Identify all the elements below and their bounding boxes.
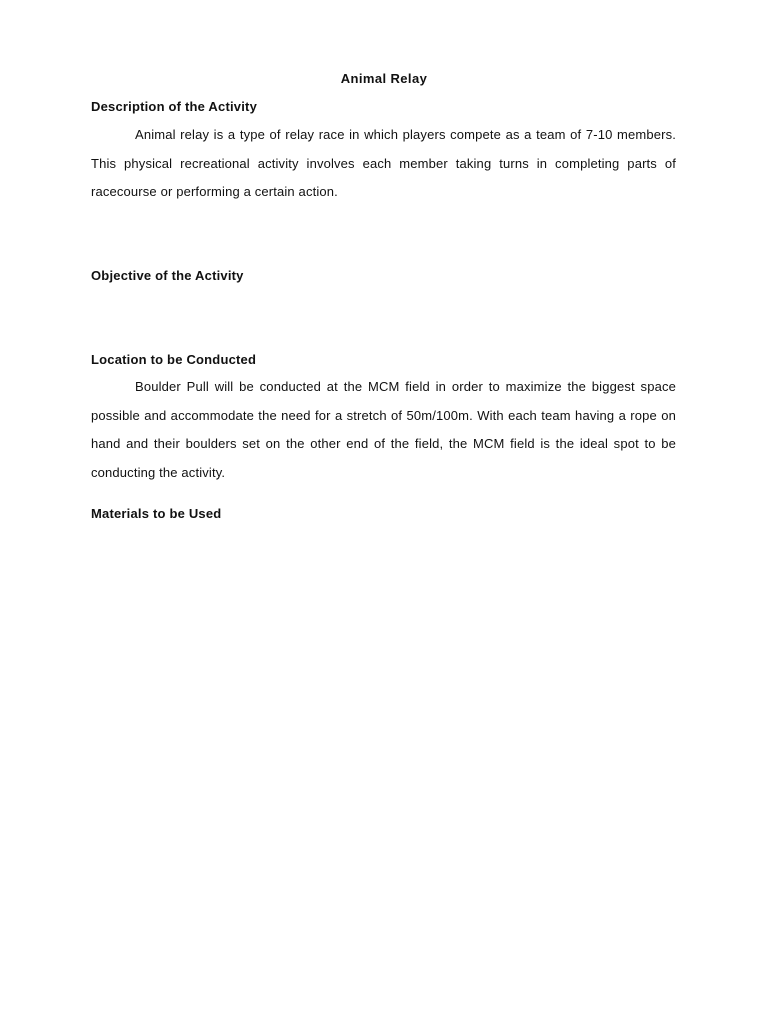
section-heading-description: Description of the Activity [91,99,257,114]
section-heading-location: Location to be Conducted [91,352,257,367]
section-body-location: Boulder Pull will be conducted at the MCM field in order to maximize the biggest space possible and accommodate the need for a stretch of 50m/100m. With each team having a rope on hand and their boulders set on the other end of the field, the MCM field is the ideal spot to be conducting the activity. [91,379,676,480]
section-body-description: Animal relay is a type of relay race in which players compete as a team of 7-10 members. This physical recreational activity involves each member taking turns in completing parts of racecourse or performing a certain action. [91,127,676,199]
section-heading-materials: Materials to be Used [91,506,222,521]
document-title: Animal Relay [340,71,428,86]
section-heading-objective: Objective of the Activity [91,268,244,283]
